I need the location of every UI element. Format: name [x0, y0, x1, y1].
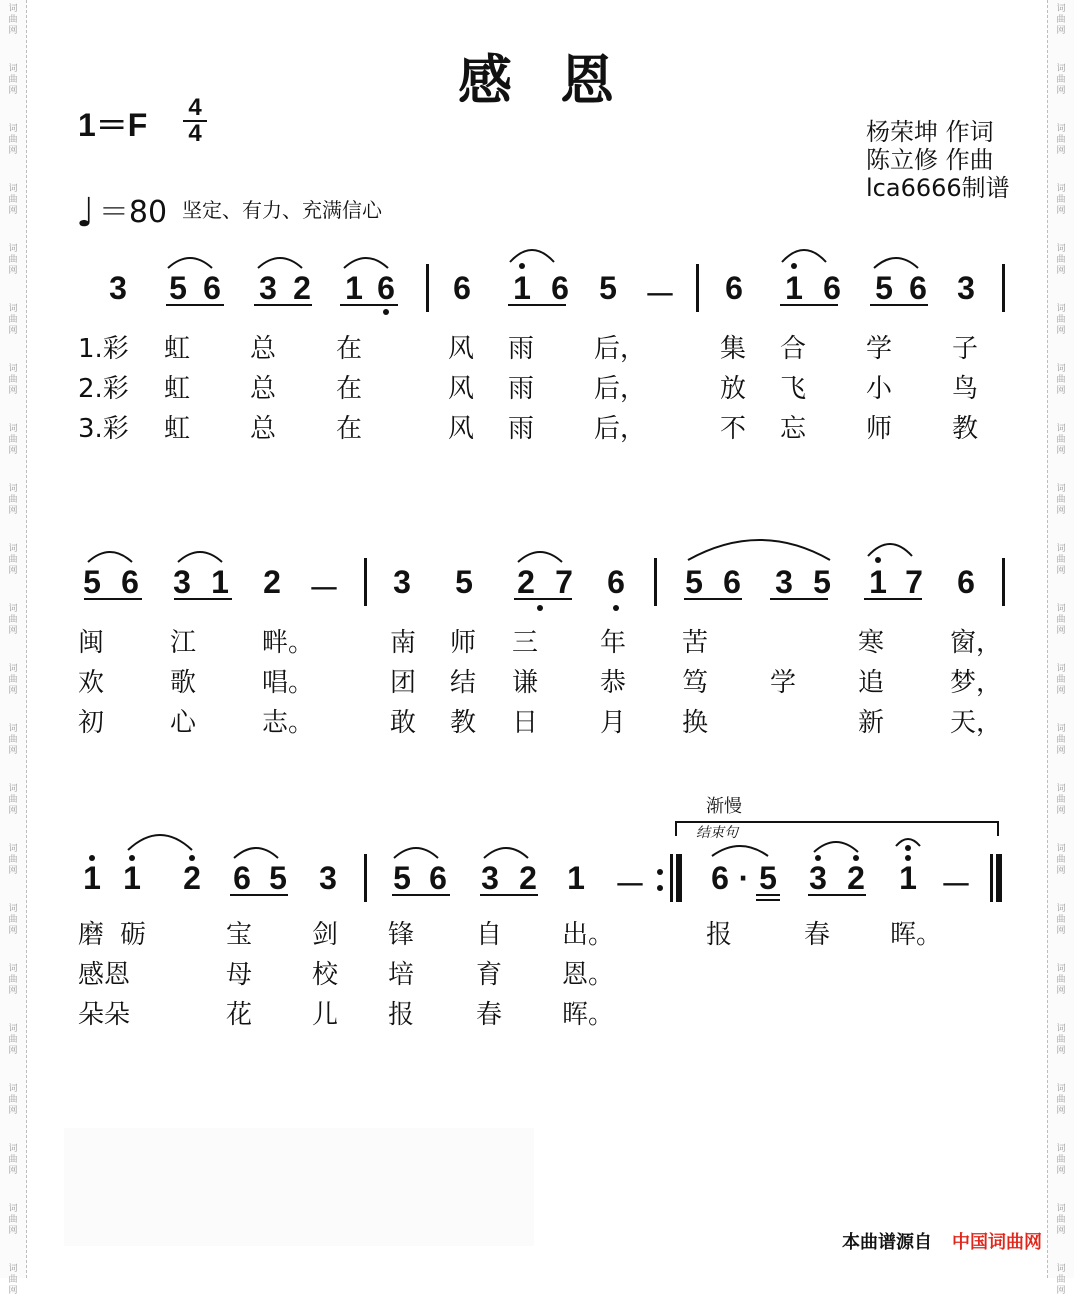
- lyric: 学: [866, 334, 893, 364]
- note: 1: [513, 270, 531, 306]
- watermark-text: 词 曲 网: [1056, 1264, 1066, 1296]
- lyric: 换: [682, 708, 709, 738]
- note: 7: [905, 564, 923, 600]
- slur: [874, 258, 918, 268]
- system-2-notes: [60, 564, 1020, 624]
- note: 3: [319, 860, 337, 896]
- note: 6: [725, 270, 743, 306]
- watermark-text: 词 曲 网: [8, 244, 18, 276]
- note: 3: [259, 270, 277, 306]
- note: 1: [899, 860, 917, 896]
- note: 3: [775, 564, 793, 600]
- note: －: [644, 277, 677, 313]
- watermark-text: 词 曲 网: [1056, 964, 1066, 996]
- lyric: 晖。: [562, 1000, 615, 1030]
- note: 2: [519, 860, 537, 896]
- lyric: 不: [720, 414, 747, 444]
- lyric: 出。: [562, 920, 615, 950]
- watermark-text: 词 曲 网: [1056, 1024, 1066, 1056]
- lyricist-credit: 杨荣坤 作词: [866, 118, 994, 146]
- lyric: 天，: [950, 708, 1003, 738]
- watermark-text: 词 曲 网: [8, 664, 18, 696]
- fermata: [896, 839, 920, 846]
- watermark-text: 词 曲 网: [1056, 1204, 1066, 1236]
- watermark-text: 词 曲 网: [1056, 1084, 1066, 1116]
- lyric: 锋: [388, 920, 415, 950]
- lyric: 虹: [164, 374, 191, 404]
- lyric: 新: [858, 708, 885, 738]
- lyric: 剑: [312, 920, 339, 950]
- watermark-text: 词 曲 网: [8, 1024, 18, 1056]
- note: 5: [759, 860, 777, 896]
- lyric: 子: [952, 334, 979, 364]
- note: 5: [393, 860, 411, 896]
- composer-credit: 陈立修 作曲: [866, 146, 994, 174]
- note: 5: [269, 860, 287, 896]
- quarter-note-icon: ♩: [76, 190, 95, 236]
- note: 6: [377, 270, 395, 306]
- note: 5: [455, 564, 473, 600]
- slur: [712, 846, 768, 856]
- lyric: 畔。: [262, 628, 315, 658]
- note: 1: [345, 270, 363, 306]
- lyric: 笃: [682, 668, 709, 698]
- lyric: 恭: [600, 668, 627, 698]
- lyric: 报: [388, 1000, 415, 1030]
- lyric: 江: [170, 628, 197, 658]
- note: 1: [83, 860, 101, 896]
- watermark-text: 词 曲 网: [8, 1144, 18, 1176]
- watermark-text: 词 曲 网: [8, 544, 18, 576]
- slur: [510, 250, 554, 262]
- slur: [868, 544, 912, 556]
- note: 6: [551, 270, 569, 306]
- lyric: 1.彩: [78, 334, 129, 364]
- lyric: 团: [390, 668, 417, 698]
- slur: [814, 842, 858, 852]
- lyric: 学: [770, 668, 797, 698]
- lyric: 虹: [164, 414, 191, 444]
- note: 5: [813, 564, 831, 600]
- source-site-link[interactable]: 中国词曲网: [952, 1232, 1042, 1253]
- key-signature: 1＝F: [78, 107, 148, 143]
- watermark-text: 词 曲 网: [8, 604, 18, 636]
- watermark-text: 词 曲 网: [1056, 64, 1066, 96]
- watermark-text: 词 曲 网: [1056, 184, 1066, 216]
- lyric: 窗，: [950, 628, 1003, 658]
- lyric: 雨: [508, 334, 535, 364]
- slur: [178, 552, 222, 562]
- watermark-text: 词 曲 网: [1056, 544, 1066, 576]
- lyric: 花: [226, 1000, 253, 1030]
- lyric: 师: [866, 414, 893, 444]
- lyric: 雨: [508, 414, 535, 444]
- song-title: 感恩: [458, 48, 662, 112]
- lyric: 在: [336, 414, 363, 444]
- lyric: 月: [600, 708, 627, 738]
- note: 6: [453, 270, 471, 306]
- lyric: 宝: [226, 920, 253, 950]
- watermark-text: 词 曲 网: [8, 1204, 18, 1236]
- note: 5: [169, 270, 187, 306]
- lyric: 寒: [858, 628, 885, 658]
- note: 3: [173, 564, 191, 600]
- note: 1: [567, 860, 585, 896]
- note: 6: [711, 860, 729, 896]
- watermark-text: 词 曲 网: [8, 964, 18, 996]
- watermark-text: 词 曲 网: [8, 784, 18, 816]
- engraver-credit: lca6666制谱: [866, 174, 1010, 202]
- watermark-text: 词 曲 网: [1056, 4, 1066, 36]
- lyric: 总: [250, 414, 277, 444]
- watermark-text: 词 曲 网: [1056, 844, 1066, 876]
- watermark-text: 词 曲 网: [8, 184, 18, 216]
- lyric: 后，: [594, 374, 647, 404]
- lyric: 梦，: [950, 668, 1003, 698]
- lyric: 放: [720, 374, 747, 404]
- note: －: [308, 571, 341, 607]
- note: 1: [869, 564, 887, 600]
- lyric: 晖。: [890, 920, 943, 950]
- note: 5: [685, 564, 703, 600]
- lyric: 总: [250, 374, 277, 404]
- lyric: 初: [78, 708, 105, 738]
- lyric: 教: [952, 414, 979, 444]
- watermark-text: 词 曲 网: [1056, 664, 1066, 696]
- lyric: 欢: [78, 668, 105, 698]
- lyric: 谦: [512, 668, 539, 698]
- lyric: 后，: [594, 334, 647, 364]
- note: 6: [957, 564, 975, 600]
- lyric: 年: [600, 628, 627, 658]
- lyric: 三: [512, 628, 539, 658]
- lyric: 志。: [262, 708, 315, 738]
- slur: [344, 258, 388, 268]
- note: 6: [909, 270, 927, 306]
- lyric: 春: [476, 1000, 503, 1030]
- lyric: 育: [476, 960, 503, 990]
- lyric: 风: [448, 334, 475, 364]
- slur: [128, 835, 192, 850]
- lyric: 砺: [120, 920, 147, 950]
- note: 3: [109, 270, 127, 306]
- note: 7: [555, 564, 573, 600]
- blank-area: [64, 1128, 534, 1246]
- note: 1: [123, 860, 141, 896]
- lyric: 结: [450, 668, 477, 698]
- watermark-text: 词 曲 网: [1056, 904, 1066, 936]
- note: 3: [957, 270, 975, 306]
- ritardando-label: 渐慢: [706, 796, 742, 817]
- watermark-text: 词 曲 网: [8, 4, 18, 36]
- lyric: 培: [388, 960, 415, 990]
- dot: ·: [738, 860, 750, 896]
- lyric: 集: [720, 334, 747, 364]
- slur: [88, 552, 132, 562]
- lyric: 鸟: [952, 374, 979, 404]
- note: 3: [809, 860, 827, 896]
- lyric: 校: [312, 960, 339, 990]
- lyric: 磨: [78, 920, 105, 950]
- lyric: 风: [448, 374, 475, 404]
- note: 1: [785, 270, 803, 306]
- lyric: 风: [448, 414, 475, 444]
- note: 6: [429, 860, 447, 896]
- watermark-text: 词 曲 网: [1056, 124, 1066, 156]
- watermark-text: 词 曲 网: [1056, 1144, 1066, 1176]
- lyric: 追: [858, 668, 885, 698]
- lyric: 在: [336, 334, 363, 364]
- watermark-text: 词 曲 网: [8, 904, 18, 936]
- note: 3: [393, 564, 411, 600]
- tempo-bpm: ＝80: [98, 195, 168, 230]
- lyric: 合: [780, 334, 807, 364]
- note: －: [614, 867, 647, 903]
- note: 6: [823, 270, 841, 306]
- note: －: [940, 867, 973, 903]
- watermark-text: 词 曲 网: [8, 364, 18, 396]
- note: 1: [211, 564, 229, 600]
- watermark-text: 词 曲 网: [8, 724, 18, 756]
- watermark-text: 词 曲 网: [1056, 604, 1066, 636]
- source-credit: [842, 1228, 1042, 1254]
- time-signature-top: 4: [183, 96, 207, 122]
- watermark-text: 词 曲 网: [1056, 304, 1066, 336]
- slur: [688, 540, 830, 560]
- lyric: 恩。: [562, 960, 615, 990]
- lyric: 心: [170, 708, 197, 738]
- watermark-text: 词 曲 网: [1056, 364, 1066, 396]
- tempo-expression: 坚定、有力、充满信心: [182, 198, 382, 222]
- watermark-text: 词 曲 网: [8, 484, 18, 516]
- ending-label: 结束句: [696, 825, 738, 841]
- lyric: 敢: [390, 708, 417, 738]
- lyric: 南: [390, 628, 417, 658]
- note: 6: [607, 564, 625, 600]
- watermark-text: 词 曲 网: [1056, 484, 1066, 516]
- watermark-text: 词 曲 网: [8, 124, 18, 156]
- watermark-text: 词 曲 网: [1056, 784, 1066, 816]
- watermark-text: 词 曲 网: [1056, 424, 1066, 456]
- lyric: 总: [250, 334, 277, 364]
- lyric: 在: [336, 374, 363, 404]
- source-prefix: 本曲谱源自: [842, 1232, 932, 1253]
- note: 2: [847, 860, 865, 896]
- slur: [168, 258, 212, 268]
- lyric: 报: [706, 920, 733, 950]
- note: 2: [263, 564, 281, 600]
- time-signature-bottom: 4: [188, 120, 202, 147]
- lyric: 感恩: [78, 960, 131, 990]
- note: 5: [599, 270, 617, 306]
- slur: [518, 552, 562, 562]
- slur: [782, 250, 826, 262]
- watermark-text: 词 曲 网: [8, 844, 18, 876]
- lyric: 春: [804, 920, 831, 950]
- lyric: 师: [450, 628, 477, 658]
- note: 6: [203, 270, 221, 306]
- slur: [234, 848, 278, 858]
- lyric: 歌: [170, 668, 197, 698]
- lyric: 小: [866, 374, 893, 404]
- lyric: 儿: [312, 1000, 339, 1030]
- note: 6: [121, 564, 139, 600]
- note: 6: [723, 564, 741, 600]
- lyric: 教: [450, 708, 477, 738]
- lyric: 后，: [594, 414, 647, 444]
- lyric: 虹: [164, 334, 191, 364]
- lyric: 雨: [508, 374, 535, 404]
- watermark-text: 词 曲 网: [8, 304, 18, 336]
- lyric: 母: [226, 960, 253, 990]
- note: 2: [517, 564, 535, 600]
- note: 2: [183, 860, 201, 896]
- lyric: 飞: [780, 374, 807, 404]
- lyric: 朵朵: [78, 1000, 131, 1030]
- lyric: 苦: [682, 628, 709, 658]
- watermark-text: 词 曲 网: [1056, 724, 1066, 756]
- lyric: 3.彩: [78, 414, 129, 444]
- watermark-text: 词 曲 网: [8, 1084, 18, 1116]
- watermark-text: 词 曲 网: [8, 424, 18, 456]
- slur: [258, 258, 302, 268]
- note: 6: [233, 860, 251, 896]
- lyric: 闽: [78, 628, 105, 658]
- lyric: 2.彩: [78, 374, 129, 404]
- lyric: 唱。: [262, 668, 315, 698]
- note: 5: [83, 564, 101, 600]
- system-1-notes: [60, 270, 1020, 330]
- slur: [394, 848, 438, 858]
- lyric: 自: [476, 920, 503, 950]
- system-3-notes: [60, 860, 1020, 920]
- slur: [484, 848, 528, 858]
- note: 5: [875, 270, 893, 306]
- lyric: 忘: [780, 414, 807, 444]
- note: 3: [481, 860, 499, 896]
- note: 2: [293, 270, 311, 306]
- watermark-text: 词 曲 网: [8, 1264, 18, 1296]
- lyric: 日: [512, 708, 539, 738]
- watermark-text: 词 曲 网: [1056, 244, 1066, 276]
- watermark-text: 词 曲 网: [8, 64, 18, 96]
